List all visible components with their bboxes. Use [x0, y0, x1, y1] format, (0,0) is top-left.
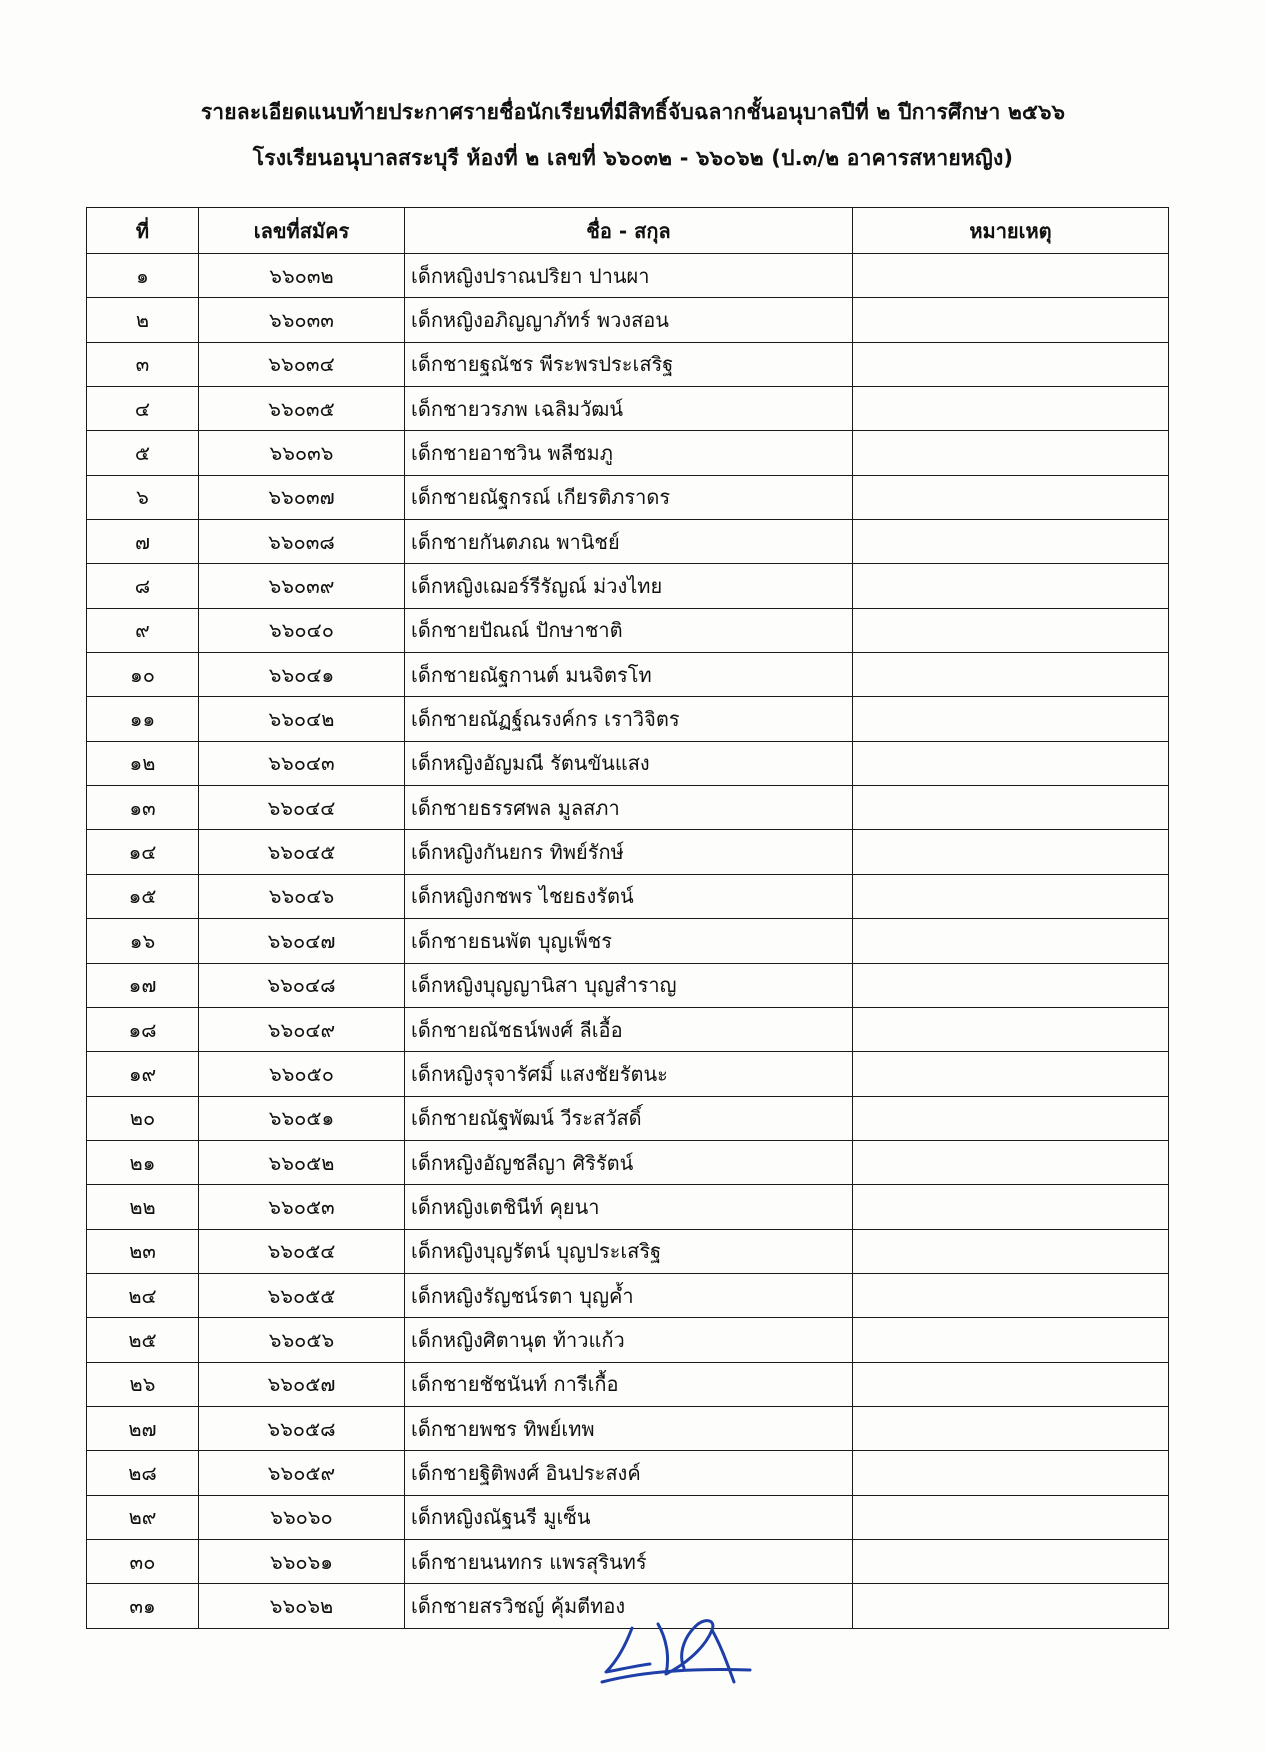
row-student-name: เด็กหญิงบุญรัตน์ บุญประเสริฐ: [405, 1229, 853, 1273]
row-student-name: เด็กหญิงอภิญญาภัทร์ พวงสอน: [405, 298, 853, 342]
row-remark: [853, 1539, 1169, 1583]
header-no: ที่: [87, 208, 199, 254]
handwritten-signature: [600, 1610, 760, 1690]
table-row: [87, 1318, 1169, 1362]
row-student-name: เด็กชายณัฏฐ์ณรงค์กร เราวิจิตร: [405, 697, 853, 741]
row-student-name: เด็กชายนนทกร แพรสุรินทร์: [405, 1539, 853, 1583]
table-row: [87, 1362, 1169, 1406]
row-application-no: ๖๖๐๕๒: [199, 1140, 405, 1184]
row-number: ๒๔: [87, 1273, 199, 1317]
table-row: [87, 697, 1169, 741]
row-student-name: เด็กชายสรวิชญ์ คุ้มตีทอง: [405, 1584, 853, 1628]
row-number: ๖: [87, 475, 199, 519]
row-remark: [853, 963, 1169, 1007]
header-remark: หมายเหตุ: [853, 208, 1169, 254]
table-row: [87, 387, 1169, 431]
row-remark: [853, 1451, 1169, 1495]
row-number: ๘: [87, 564, 199, 608]
table-row: [87, 1007, 1169, 1051]
row-application-no: ๖๖๐๔๔: [199, 786, 405, 830]
row-remark: [853, 1007, 1169, 1051]
row-number: ๒๗: [87, 1406, 199, 1450]
row-number: ๒๐: [87, 1096, 199, 1140]
table-row: [87, 608, 1169, 652]
row-remark: [853, 1185, 1169, 1229]
document-subtitle: โรงเรียนอนุบาลสระบุรี ห้องที่ ๒ เลขที่ ๖๖๐๓๒ - ๖๖๐๖๒ (ป.๓/๒ อาคารสหายหญิง): [252, 146, 1014, 170]
row-number: ๑๙: [87, 1052, 199, 1096]
row-application-no: ๖๖๐๕๖: [199, 1318, 405, 1362]
row-number: ๙: [87, 608, 199, 652]
row-student-name: เด็กชายปัณณ์ ปักษาชาติ: [405, 608, 853, 652]
table-row: [87, 1229, 1169, 1273]
row-application-no: ๖๖๐๔๕: [199, 830, 405, 874]
row-application-no: ๖๖๐๓๕: [199, 387, 405, 431]
table-body: [87, 254, 1169, 1629]
row-application-no: ๖๖๐๔๑: [199, 653, 405, 697]
row-number: ๒๒: [87, 1185, 199, 1229]
row-student-name: เด็กหญิงศิตานุต ท้าวแก้ว: [405, 1318, 853, 1362]
row-number: ๒: [87, 298, 199, 342]
row-student-name: เด็กหญิงบุญญานิสา บุญสำราญ: [405, 963, 853, 1007]
row-number: ๓๐: [87, 1539, 199, 1583]
row-student-name: เด็กชายณัชธน์พงศ์ ลีเอื้อ: [405, 1007, 853, 1051]
row-application-no: ๖๖๐๔๗: [199, 919, 405, 963]
row-application-no: ๖๖๐๓๒: [199, 254, 405, 298]
header-name: ชื่อ - สกุล: [405, 208, 853, 254]
row-number: ๑๘: [87, 1007, 199, 1051]
row-application-no: ๖๖๐๔๒: [199, 697, 405, 741]
row-remark: [853, 387, 1169, 431]
row-remark: [853, 1229, 1169, 1273]
row-remark: [853, 741, 1169, 785]
row-application-no: ๖๖๐๔๙: [199, 1007, 405, 1051]
table-row: [87, 963, 1169, 1007]
row-number: ๑๑: [87, 697, 199, 741]
table-header-row: [87, 208, 1169, 254]
table-row: [87, 564, 1169, 608]
row-number: ๗: [87, 520, 199, 564]
row-application-no: ๖๖๐๔๘: [199, 963, 405, 1007]
row-remark: [853, 254, 1169, 298]
row-remark: [853, 1318, 1169, 1362]
table-row: [87, 1539, 1169, 1583]
row-number: ๑๕: [87, 874, 199, 918]
row-number: ๑๔: [87, 830, 199, 874]
table-row: [87, 919, 1169, 963]
row-remark: [853, 786, 1169, 830]
row-student-name: เด็กหญิงณัฐนรี มูเซ็น: [405, 1495, 853, 1539]
row-application-no: ๖๖๐๓๓: [199, 298, 405, 342]
table-row: [87, 1096, 1169, 1140]
row-application-no: ๖๖๐๓๖: [199, 431, 405, 475]
row-remark: [853, 1406, 1169, 1450]
row-application-no: ๖๖๐๔๖: [199, 874, 405, 918]
table-row: [87, 1451, 1169, 1495]
row-student-name: เด็กชายฐิติพงศ์ อินประสงค์: [405, 1451, 853, 1495]
row-student-name: เด็กชายวรภพ เฉลิมวัฒน์: [405, 387, 853, 431]
row-application-no: ๖๖๐๓๗: [199, 475, 405, 519]
table-row: [87, 1140, 1169, 1184]
student-roster-table: [86, 207, 1169, 1629]
row-student-name: เด็กชายณัฐกรณ์ เกียรติภราดร: [405, 475, 853, 519]
row-number: ๑๐: [87, 653, 199, 697]
row-student-name: เด็กชายณัฐกานต์ มนจิตรโท: [405, 653, 853, 697]
row-number: ๒๕: [87, 1318, 199, 1362]
table-row: [87, 475, 1169, 519]
row-number: ๕: [87, 431, 199, 475]
table-row: [87, 874, 1169, 918]
row-student-name: เด็กหญิงปราณปริยา ปานผา: [405, 254, 853, 298]
row-number: ๒๖: [87, 1362, 199, 1406]
row-number: ๒๙: [87, 1495, 199, 1539]
row-remark: [853, 520, 1169, 564]
table-row: [87, 1052, 1169, 1096]
row-student-name: เด็กชายพชร ทิพย์เทพ: [405, 1406, 853, 1450]
header-application-no: เลขที่สมัคร: [199, 208, 405, 254]
row-number: ๓: [87, 342, 199, 386]
row-application-no: ๖๖๐๔๓: [199, 741, 405, 785]
row-application-no: ๖๖๐๕๙: [199, 1451, 405, 1495]
table-row: [87, 342, 1169, 386]
row-remark: [853, 1362, 1169, 1406]
row-student-name: เด็กชายธนพัต บุญเพ็ชร: [405, 919, 853, 963]
row-application-no: ๖๖๐๕๔: [199, 1229, 405, 1273]
table-row: [87, 254, 1169, 298]
row-application-no: ๖๖๐๓๘: [199, 520, 405, 564]
row-student-name: เด็กชายธรรศพล มูลสภา: [405, 786, 853, 830]
row-application-no: ๖๖๐๖๑: [199, 1539, 405, 1583]
row-remark: [853, 475, 1169, 519]
row-number: ๑๓: [87, 786, 199, 830]
row-remark: [853, 342, 1169, 386]
table-row: [87, 1406, 1169, 1450]
row-application-no: ๖๖๐๕๑: [199, 1096, 405, 1140]
row-number: ๑: [87, 254, 199, 298]
row-remark: [853, 1273, 1169, 1317]
row-application-no: ๖๖๐๕๘: [199, 1406, 405, 1450]
row-student-name: เด็กหญิงรุจารัศมิ์ แสงชัยรัตนะ: [405, 1052, 853, 1096]
row-student-name: เด็กชายอาชวิน พลีชมภู: [405, 431, 853, 475]
row-number: ๒๓: [87, 1229, 199, 1273]
row-student-name: เด็กชายกันตภณ พานิชย์: [405, 520, 853, 564]
row-number: ๒๘: [87, 1451, 199, 1495]
row-student-name: เด็กหญิงเฌอร์รีรัญณ์ ม่วงไทย: [405, 564, 853, 608]
table-row: [87, 298, 1169, 342]
table-row: [87, 653, 1169, 697]
table-row: [87, 741, 1169, 785]
row-application-no: ๖๖๐๖๐: [199, 1495, 405, 1539]
row-student-name: เด็กชายชัชนันท์ การีเกื้อ: [405, 1362, 853, 1406]
row-remark: [853, 874, 1169, 918]
row-application-no: ๖๖๐๓๙: [199, 564, 405, 608]
table-row: [87, 431, 1169, 475]
row-remark: [853, 1052, 1169, 1096]
row-remark: [853, 1096, 1169, 1140]
row-student-name: เด็กหญิงกชพร ไชยธงรัตน์: [405, 874, 853, 918]
row-remark: [853, 564, 1169, 608]
row-application-no: ๖๖๐๕๓: [199, 1185, 405, 1229]
row-application-no: ๖๖๐๕๕: [199, 1273, 405, 1317]
row-application-no: ๖๖๐๕๗: [199, 1362, 405, 1406]
row-application-no: ๖๖๐๔๐: [199, 608, 405, 652]
row-student-name: เด็กหญิงรัญชน์รตา บุญค้ำ: [405, 1273, 853, 1317]
table-row: [87, 830, 1169, 874]
row-remark: [853, 919, 1169, 963]
table-row: [87, 1185, 1169, 1229]
row-student-name: เด็กหญิงอัญชลีญา ศิริรัตน์: [405, 1140, 853, 1184]
row-number: ๑๒: [87, 741, 199, 785]
table-row: [87, 1273, 1169, 1317]
row-student-name: เด็กหญิงอัญมณี รัตนขันแสง: [405, 741, 853, 785]
row-application-no: ๖๖๐๓๔: [199, 342, 405, 386]
row-number: ๒๑: [87, 1140, 199, 1184]
row-remark: [853, 431, 1169, 475]
row-student-name: เด็กหญิงกันยกร ทิพย์รักษ์: [405, 830, 853, 874]
row-remark: [853, 1495, 1169, 1539]
row-number: ๑๗: [87, 963, 199, 1007]
row-remark: [853, 653, 1169, 697]
table-row: [87, 1495, 1169, 1539]
row-number: ๔: [87, 387, 199, 431]
row-remark: [853, 830, 1169, 874]
row-application-no: ๖๖๐๖๒: [199, 1584, 405, 1628]
row-student-name: เด็กชายณัฐพัฒน์ วีระสวัสดิ์: [405, 1096, 853, 1140]
table-row: [87, 786, 1169, 830]
row-student-name: เด็กชายฐณัชร พีระพรประเสริฐ: [405, 342, 853, 386]
row-remark: [853, 1584, 1169, 1628]
document-title: รายละเอียดแนบท้ายประกาศรายชื่อนักเรียนที่มีสิทธิ์จับฉลากชั้นอนุบาลปีที่ ๒ ปีการศึกษา ๒๕๖๖: [200, 100, 1066, 124]
row-application-no: ๖๖๐๕๐: [199, 1052, 405, 1096]
table-row: [87, 520, 1169, 564]
row-remark: [853, 1140, 1169, 1184]
row-student-name: เด็กหญิงเตชินีท์ คุยนา: [405, 1185, 853, 1229]
row-remark: [853, 608, 1169, 652]
row-remark: [853, 697, 1169, 741]
row-number: ๑๖: [87, 919, 199, 963]
row-remark: [853, 298, 1169, 342]
row-number: ๓๑: [87, 1584, 199, 1628]
